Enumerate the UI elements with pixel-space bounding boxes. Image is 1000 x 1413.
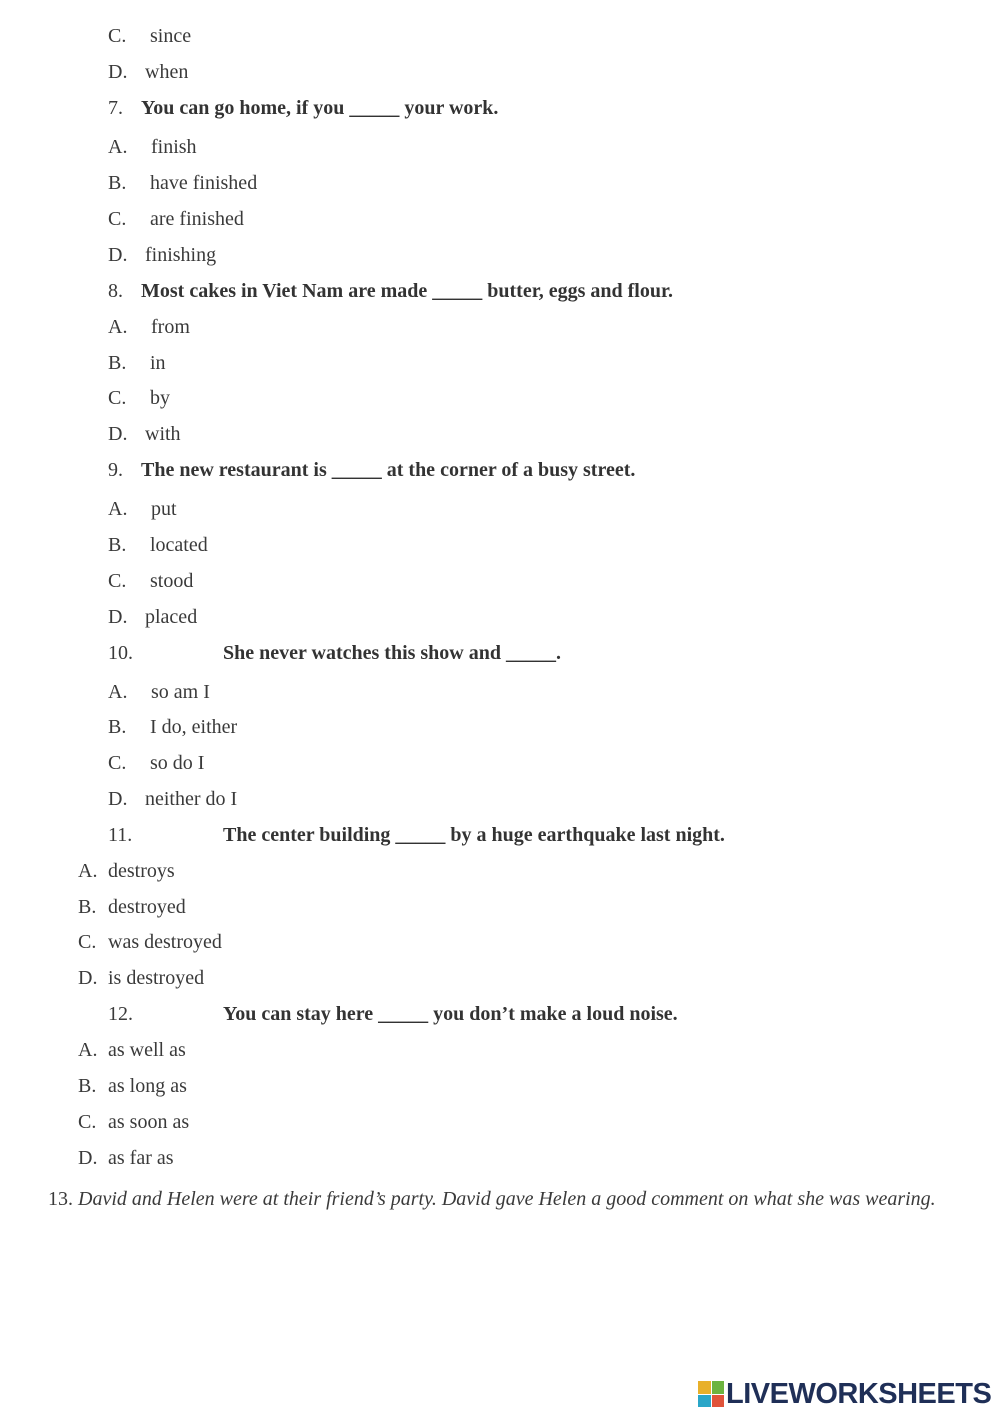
logo-text: LIVEWORKSHEETS [726, 1377, 992, 1410]
answer-option [108, 207, 244, 231]
question-8 [108, 279, 673, 303]
answer-option [108, 605, 197, 629]
option-letter: B. [108, 352, 127, 374]
option-letter: C. [108, 25, 127, 47]
option-text: with [145, 423, 181, 445]
logo-icon [698, 1381, 724, 1407]
option-text: finish [151, 136, 197, 158]
option-letter: D. [108, 244, 128, 266]
option-letter: D. [78, 967, 98, 989]
question-number: 10. [108, 642, 133, 664]
option-text: by [150, 387, 170, 409]
option-letter: B. [108, 716, 127, 738]
question-text: The center building _____ by a huge earthquake last night. [223, 824, 725, 846]
option-letter: D. [108, 61, 128, 83]
option-text: have finished [150, 172, 258, 194]
option-letter: C. [108, 752, 127, 774]
answer-option [78, 1110, 189, 1134]
option-text: as long as [108, 1075, 187, 1097]
answer-option [108, 24, 191, 48]
option-letter: A. [108, 681, 128, 703]
option-letter: A. [108, 136, 128, 158]
question-number: 11. [108, 824, 133, 846]
option-text: are finished [150, 208, 244, 230]
answer-option [108, 680, 210, 704]
question-9 [108, 458, 635, 482]
answer-option [108, 243, 216, 267]
answer-option [108, 715, 237, 739]
option-letter: A. [108, 498, 128, 520]
option-text: when [145, 61, 189, 83]
option-letter: D. [108, 606, 128, 628]
question-7 [108, 96, 498, 120]
question-text: You can stay here _____ you don’t make a loud noise. [223, 1003, 678, 1025]
question-number: 8. [108, 280, 123, 302]
question-text: She never watches this show and _____. [223, 642, 561, 664]
answer-option [108, 422, 181, 446]
option-text: was destroyed [108, 931, 222, 953]
option-letter: D. [78, 1147, 98, 1169]
question-text: Most cakes in Viet Nam are made _____ butter, eggs and flour. [141, 280, 674, 302]
option-text: neither do I [145, 788, 238, 810]
option-text: destroyed [108, 896, 186, 918]
option-letter: C. [78, 1111, 97, 1133]
answer-option [78, 1038, 186, 1062]
question-text: David and Helen were at their friend’s party. David gave Helen a good comment on what she was wearing. [78, 1188, 936, 1210]
answer-option [78, 1074, 187, 1098]
question-11 [108, 823, 725, 847]
option-letter: B. [78, 1075, 97, 1097]
question-number: 13. [48, 1188, 73, 1210]
option-letter: C. [78, 931, 97, 953]
option-text: as soon as [108, 1111, 190, 1133]
answer-option [108, 569, 193, 593]
answer-option [78, 930, 222, 954]
option-text: placed [145, 606, 198, 628]
option-text: destroys [108, 860, 175, 882]
option-text: so am I [151, 681, 210, 703]
question-number: 7. [108, 97, 123, 119]
option-text: in [150, 352, 166, 374]
question-number: 9. [108, 459, 123, 481]
option-text: I do, either [150, 716, 238, 738]
answer-option [78, 966, 204, 990]
option-text: since [150, 25, 192, 47]
answer-option [108, 386, 170, 410]
answer-option [108, 751, 204, 775]
option-text: put [151, 498, 177, 520]
answer-option [108, 351, 166, 375]
option-letter: C. [108, 387, 127, 409]
answer-option [108, 315, 190, 339]
answer-option [108, 497, 177, 521]
answer-option [78, 1146, 174, 1170]
option-letter: B. [108, 172, 127, 194]
option-letter: B. [78, 896, 97, 918]
option-letter: D. [108, 788, 128, 810]
option-letter: A. [78, 860, 98, 882]
option-text: stood [150, 570, 194, 592]
option-letter: C. [108, 570, 127, 592]
option-letter: A. [78, 1039, 98, 1061]
option-text: from [151, 316, 190, 338]
option-letter: B. [108, 534, 127, 556]
option-text: is destroyed [108, 967, 205, 989]
question-text: You can go home, if you _____ your work. [141, 97, 499, 119]
option-letter: D. [108, 423, 128, 445]
question-text: The new restaurant is _____ at the corner of a busy street. [141, 459, 636, 481]
option-text: so do I [150, 752, 205, 774]
answer-option [78, 859, 175, 883]
option-text: as well as [108, 1039, 186, 1061]
answer-option [78, 895, 186, 919]
question-number: 12. [108, 1003, 133, 1025]
liveworksheets-logo [698, 1378, 991, 1410]
question-13 [48, 1181, 948, 1217]
answer-option [108, 787, 237, 811]
option-letter: A. [108, 316, 128, 338]
answer-option [108, 60, 188, 84]
question-12 [108, 1002, 678, 1026]
option-text: finishing [145, 244, 217, 266]
answer-option [108, 135, 197, 159]
question-10 [108, 641, 561, 665]
option-text: located [150, 534, 208, 556]
answer-option [108, 533, 208, 557]
option-text: as far as [108, 1147, 174, 1169]
option-letter: C. [108, 208, 127, 230]
answer-option [108, 171, 257, 195]
